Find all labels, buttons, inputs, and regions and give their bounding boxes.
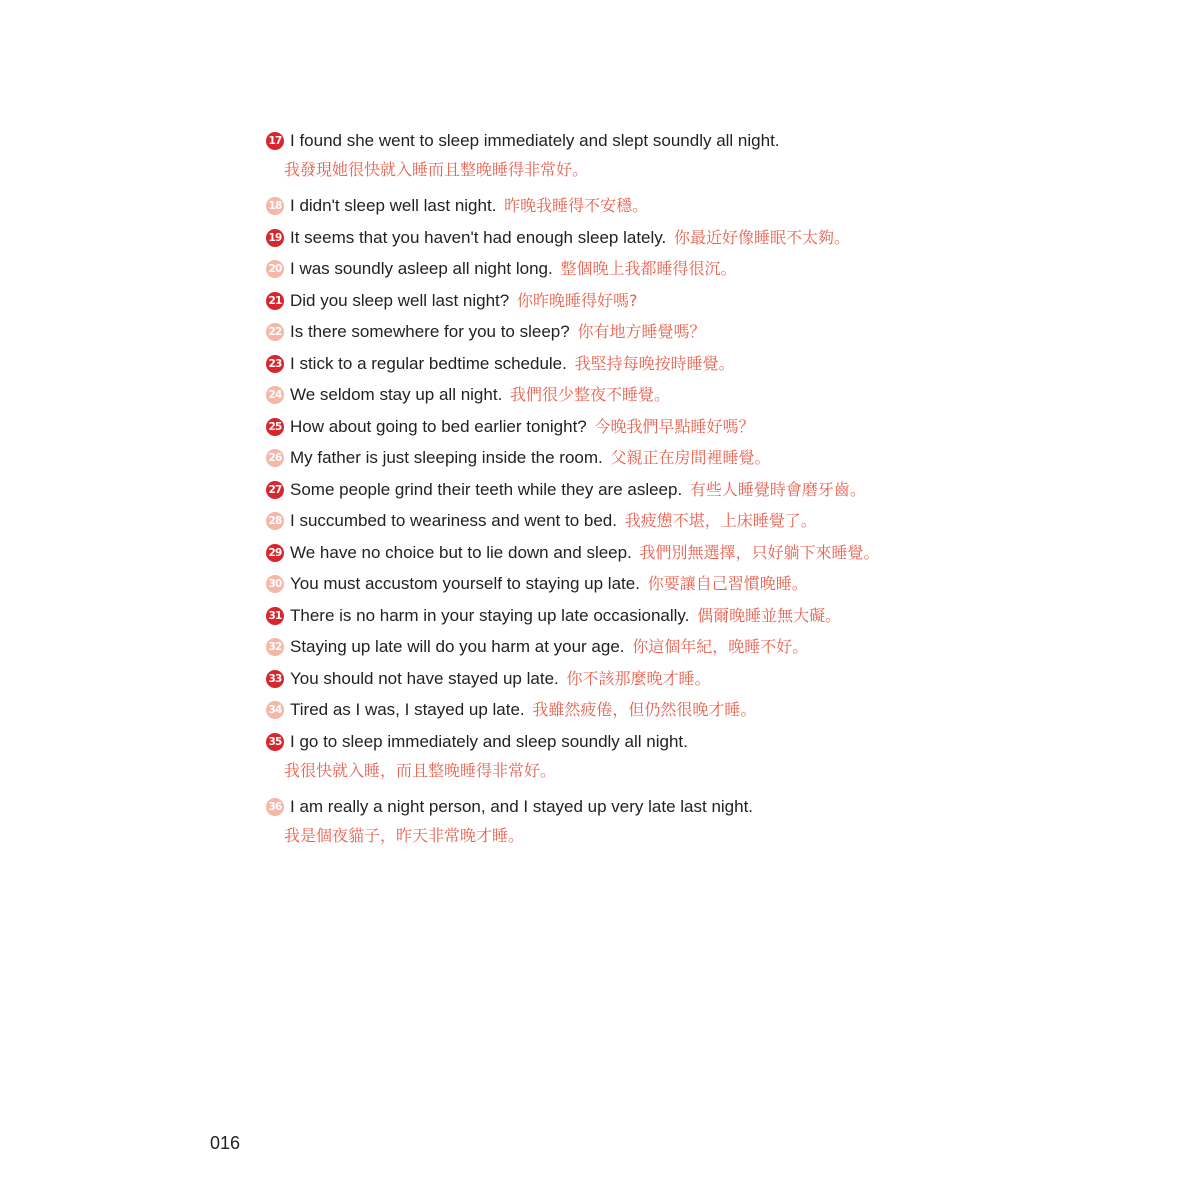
chinese-translation: 父親正在房間裡睡覺。: [610, 448, 771, 467]
english-sentence: My father is just sleeping inside the room.: [290, 448, 603, 467]
chinese-translation: 你不該那麼晚才睡。: [566, 668, 711, 688]
sentence-item: [266, 413, 1166, 441]
sentence-number-badge: 19: [266, 229, 284, 247]
sentence-item: [266, 602, 1166, 630]
chinese-translation: 我們很少整夜不睡覺。: [510, 385, 671, 404]
chinese-translation: 你最近好像睡眠不太夠。: [673, 227, 850, 247]
sentence-item: [266, 127, 1166, 185]
sentence-number-badge: 23: [266, 355, 284, 373]
sentence-number-badge: 22: [266, 323, 284, 341]
sentence-number-badge: 30: [266, 575, 284, 593]
chinese-translation: 你昨晚睡得好嗎?: [516, 290, 638, 310]
english-sentence: I succumbed to weariness and went to bed.: [290, 511, 617, 530]
sentence-item: [266, 728, 1166, 786]
chinese-translation: 我是個夜貓子，昨天非常晚才睡。: [284, 825, 525, 845]
chinese-translation: 我很快就入睡，而且整晚睡得非常好。: [284, 760, 557, 780]
sentence-number-badge: 34: [266, 701, 284, 719]
sentence-number-badge: 32: [266, 638, 284, 656]
sentence-number-badge: 26: [266, 449, 284, 467]
english-sentence: I stick to a regular bedtime schedule.: [290, 353, 567, 373]
english-sentence: How about going to bed earlier tonight?: [290, 416, 587, 436]
sentence-number-badge: 31: [266, 607, 284, 625]
sentence-number-badge: 24: [266, 386, 284, 404]
english-sentence: There is no harm in your staying up late occasionally.: [290, 605, 690, 625]
sentence-item: [266, 350, 1166, 378]
sentence-item: [266, 444, 1166, 472]
sentence-item: [266, 255, 1166, 283]
chinese-translation: 我堅持每晚按時睡覺。: [574, 353, 735, 373]
sentence-item: [266, 793, 1166, 851]
sentence-number-badge: 17: [266, 132, 284, 150]
english-sentence: I go to sleep immediately and sleep soundly all night.: [290, 731, 688, 751]
sentence-list: [266, 127, 1166, 858]
sentence-item: [266, 633, 1166, 661]
sentence-number-badge: 25: [266, 418, 284, 436]
english-sentence: You must accustom yourself to staying up late.: [290, 574, 640, 593]
sentence-number-badge: 29: [266, 544, 284, 562]
english-sentence: It seems that you haven't had enough sleep lately.: [290, 227, 667, 247]
chinese-translation: 你要讓自己習慣晚睡。: [647, 574, 808, 593]
sentence-item: [266, 539, 1166, 567]
sentence-item: [266, 318, 1166, 346]
english-sentence: We have no choice but to lie down and sleep.: [290, 542, 632, 562]
chinese-translation: 我疲憊不堪，上床睡覺了。: [624, 511, 817, 530]
english-sentence: Staying up late will do you harm at your age.: [290, 637, 625, 656]
sentence-item: [266, 507, 1166, 535]
page-number: 016: [210, 1133, 241, 1153]
english-sentence: I am really a night person, and I stayed up very late last night.: [290, 796, 754, 816]
english-sentence: You should not have stayed up late.: [290, 668, 559, 688]
english-sentence: I found she went to sleep immediately and slept soundly all night.: [290, 131, 780, 150]
chinese-translation: 你有地方睡覺嗎？: [577, 322, 706, 341]
sentence-item: [266, 224, 1166, 252]
sentence-item: [266, 476, 1166, 504]
sentence-number-badge: 35: [266, 733, 284, 751]
english-sentence: Did you sleep well last night?: [290, 290, 510, 310]
chinese-translation: 偶爾晚睡並無大礙。: [697, 605, 842, 625]
english-sentence: Tired as I was, I stayed up late.: [290, 700, 525, 719]
sentence-item: [266, 192, 1166, 220]
sentence-number-badge: 18: [266, 197, 284, 215]
sentence-number-badge: 27: [266, 481, 284, 499]
chinese-translation: 昨晚我睡得不安穩。: [504, 196, 649, 215]
sentence-number-badge: 28: [266, 512, 284, 530]
sentence-item: [266, 665, 1166, 693]
sentence-item: [266, 696, 1166, 724]
chinese-translation: 我發現她很快就入睡而且整晚睡得非常好。: [284, 160, 589, 179]
english-sentence: We seldom stay up all night.: [290, 385, 503, 404]
sentence-number-badge: 20: [266, 260, 284, 278]
chinese-translation: 我雖然疲倦，但仍然很晚才睡。: [532, 700, 757, 719]
chinese-translation: 有些人睡覺時會磨牙齒。: [689, 479, 866, 499]
english-sentence: Is there somewhere for you to sleep?: [290, 322, 570, 341]
sentence-item: [266, 570, 1166, 598]
sentence-number-badge: 21: [266, 292, 284, 310]
english-sentence: I didn't sleep well last night.: [290, 196, 497, 215]
sentence-number-badge: 36: [266, 798, 284, 816]
sentence-item: [266, 381, 1166, 409]
chinese-translation: 我們別無選擇，只好躺下來睡覺。: [639, 542, 880, 562]
sentence-item: [266, 287, 1166, 315]
chinese-translation: 整個晚上我都睡得很沉。: [560, 259, 737, 278]
chinese-translation: 今晚我們早點睡好嗎？: [594, 416, 755, 436]
chinese-translation: 你這個年紀，晚睡不好。: [632, 637, 809, 656]
english-sentence: I was soundly asleep all night long.: [290, 259, 553, 278]
sentence-number-badge: 33: [266, 670, 284, 688]
english-sentence: Some people grind their teeth while they are asleep.: [290, 479, 683, 499]
